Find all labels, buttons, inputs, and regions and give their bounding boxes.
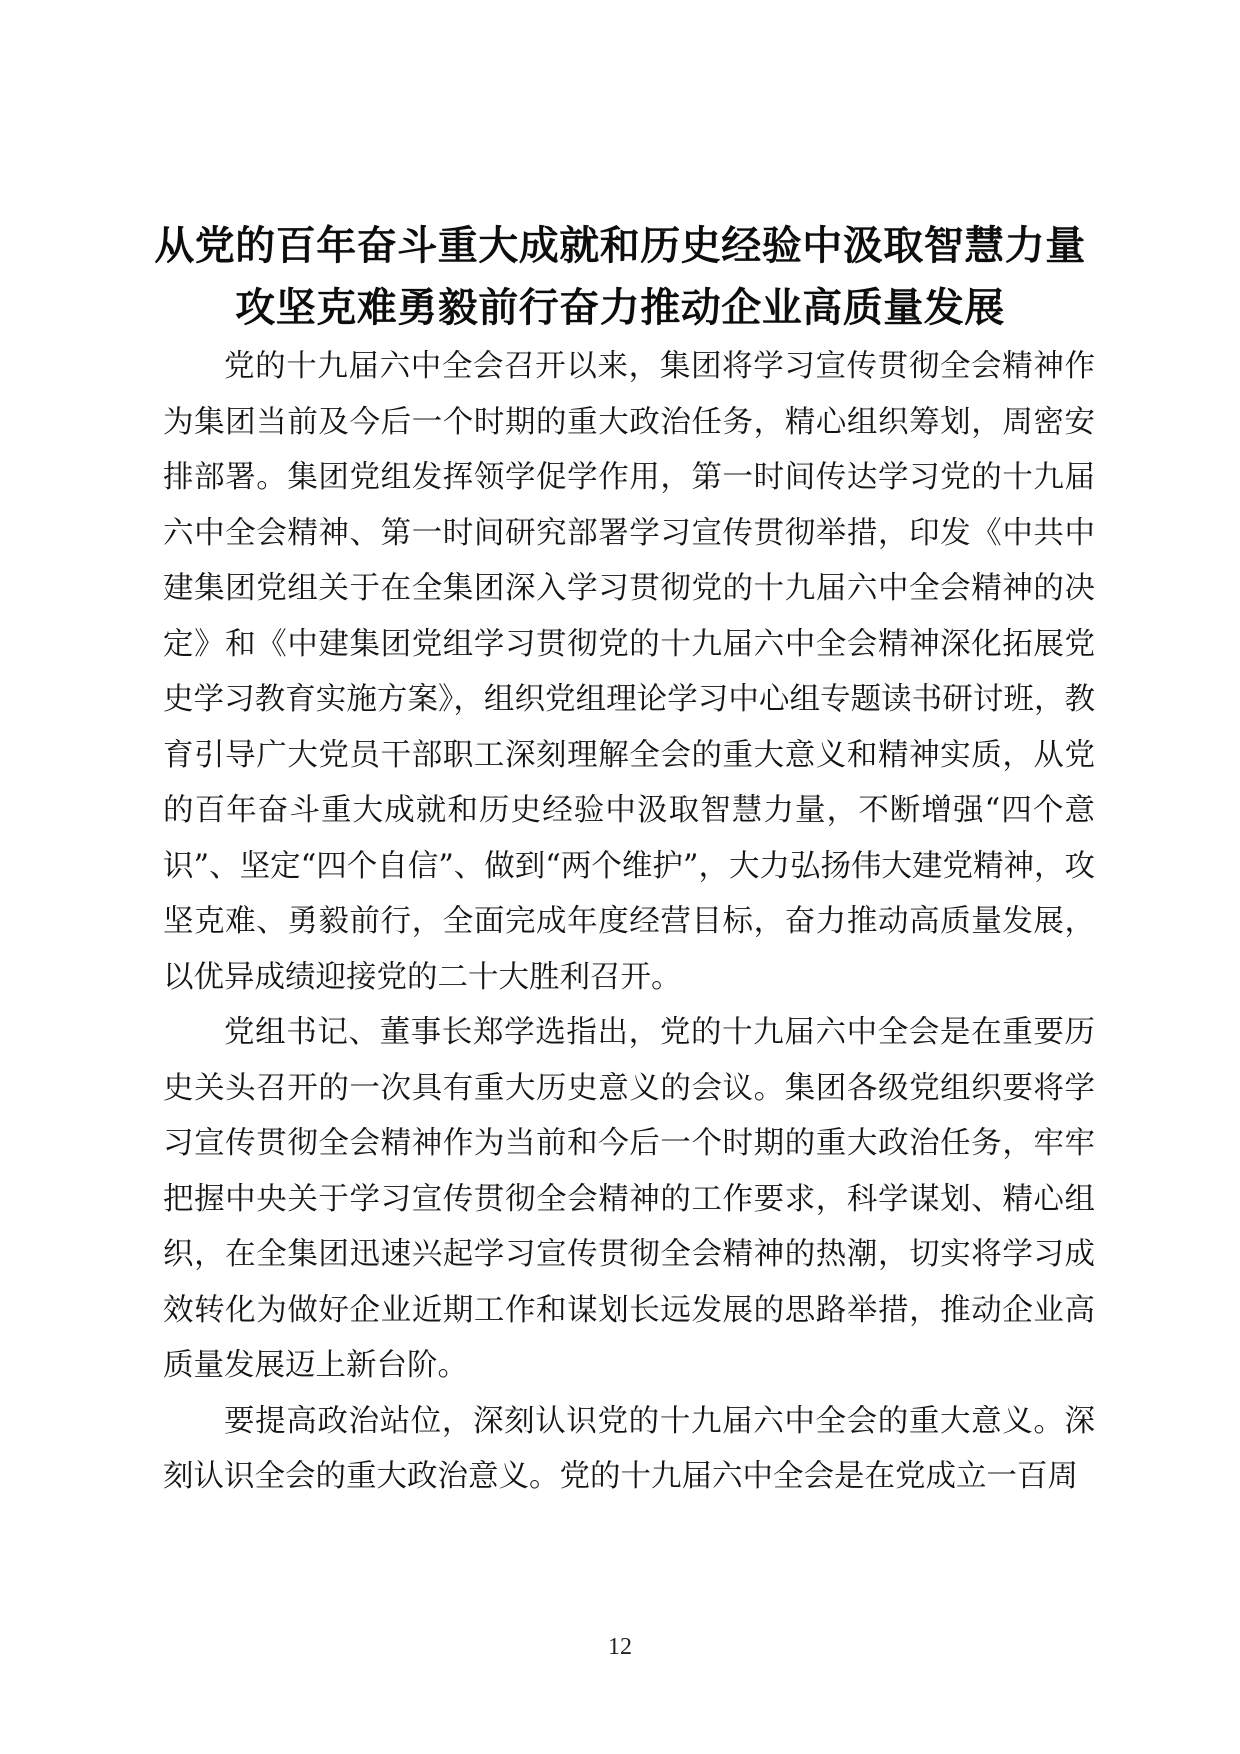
article-body <box>163 339 1095 1505</box>
page-number: 12 <box>608 1634 632 1660</box>
paragraph: 党组书记、董事长郑学选指出，党的十九届六中全会是在重要历史关头召开的一次具有重大历史意义的会议。集团各级党组织要将学习宣传贯彻全会精神作为当前和今后一个时期的重大政治任务，牢牢把握中央关于学习宣传贯彻全会精神的工作要求，科学谋划、精心组织，在全集团迅速兴起学习宣传贯彻全会精神的热潮，切实将学习成效转化为做好企业近期工作和谋划长远发展的思路举措，推动企业高质量发展迈上新台阶。 <box>163 1015 1095 1383</box>
paragraph: 党的十九届六中全会召开以来，集团将学习宣传贯彻全会精神作为集团当前及今后一个时期的重大政治任务，精心组织筹划，周密安排部署。集团党组发挥领学促学作用，第一时间传达学习党的十九届六中全会精神、第一时间研究部署学习宣传贯彻举措，印发《中共中建集团党组关于在全集团深入学习贯彻党的十九届六中全会精神的决定》和《中建集团党组学习贯彻党的十九届六中全会精神深化拓展党史学习教育实施方案》，组织党组理论学习中心组专题读书研讨班，教育引导广大党员干部职工深刻理解全会的重大意义和精神实质，从党的百年奋斗重大成就和历史经验中汲取智慧力量，不断增强“四个意识”、坚定“四个自信”、做到“两个维护”，大力弘扬伟大建党精神，攻坚克难、勇毅前行，全面完成年度经营目标，奋力推动高质量发展，以优异成绩迎接党的二十大胜利召开。 <box>163 349 1095 995</box>
title-line-2: 攻坚克难勇毅前行奋力推动企业高质量发展 <box>235 285 1005 331</box>
paragraph: 要提高政治站位，深刻认识党的十九届六中全会的重大意义。深刻认识全会的重大政治意义。党的十九届六中全会是在党成立一百周 <box>163 1403 1095 1494</box>
title-line-1: 从党的百年奋斗重大成就和历史经验中汲取智慧力量 <box>154 223 1086 269</box>
